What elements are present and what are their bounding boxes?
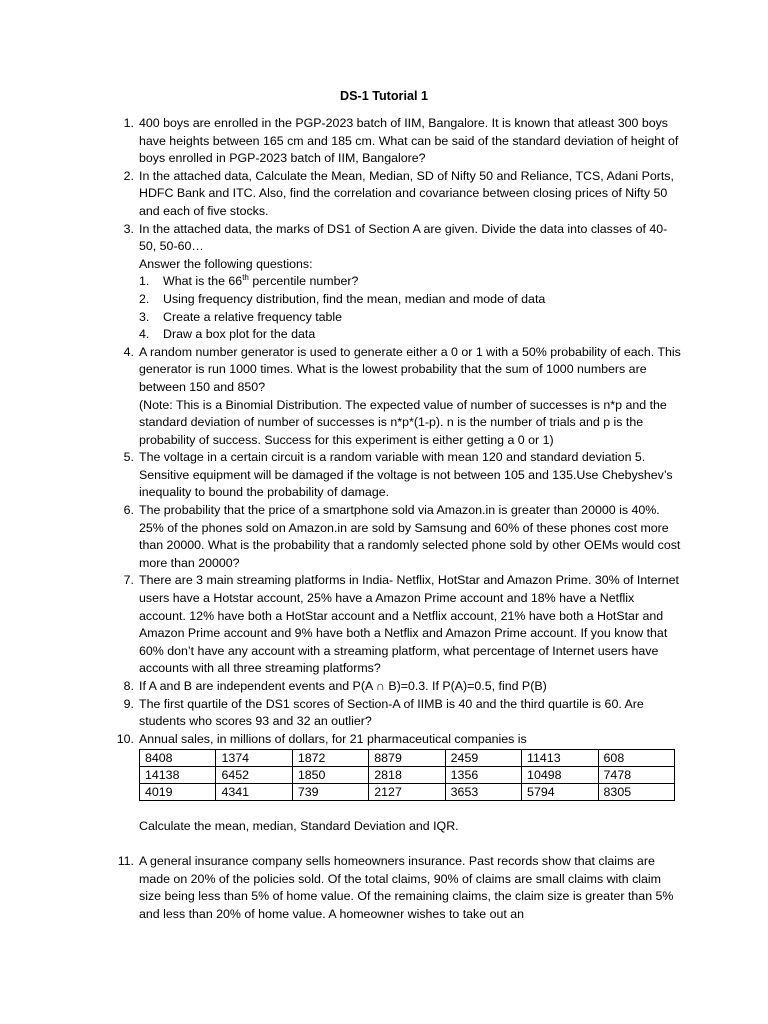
question-4 — [112, 344, 682, 450]
question-text: The voltage in a certain circuit is a random variable with mean 120 and standard deviation 5. Sensitive equipment will be damaged if the voltage is not between 105 and 135.Use Chebyshev’s inequality to bound the probability of damage. — [139, 450, 673, 500]
table-cell: 4341 — [216, 784, 292, 801]
question-number: 4. — [123, 344, 134, 359]
subquestion-text: Create a relative frequency table — [163, 309, 343, 324]
question-text: In the attached data, the marks of DS1 of Section A are given. Divide the data into classes of 40-50, 50-60… — [139, 221, 668, 254]
table-row — [140, 750, 675, 767]
question-3 — [112, 221, 682, 344]
table-row — [140, 767, 675, 784]
question-text: A random number generator is used to generate either a 0 or 1 with a 50% probability of each. This generator is run 1000 times. What is the lowest probability that the sum of 1000 numbers are between 150 and 850? — [139, 344, 681, 394]
table-cell: 1872 — [292, 750, 368, 767]
question-number: 3. — [123, 221, 134, 236]
question-2 — [112, 168, 682, 221]
subquestion-4 — [139, 326, 682, 344]
question-text: If A and B are independent events and P(A ∩ B)=0.3. If P(A)=0.5, find P(B) — [139, 679, 547, 693]
question-6 — [112, 502, 682, 572]
table-cell: 1374 — [216, 750, 292, 767]
table-cell: 739 — [292, 784, 368, 801]
question-text: A general insurance company sells homeowners insurance. Past records show that claims are made on 20% of the policies sold. Of the total claims, 90% of claims are small claims with claim size being less than 5% of home value. Of the remaining claims, the claim size is greater than 5% and less than 20% of home value. A homeowner wishes to take out an — [139, 853, 674, 921]
question-number: 10. — [116, 731, 134, 746]
question-8 — [112, 678, 682, 696]
question-number: 8. — [123, 679, 134, 693]
table-cell: 2127 — [369, 784, 445, 801]
table-cell: 1850 — [292, 767, 368, 784]
question-number: 9. — [123, 696, 134, 711]
question-text: In the attached data, Calculate the Mean, Median, SD of Nifty 50 and Reliance, TCS, Adani Ports, HDFC Bank and ITC. Also, find the correlation and covariance between closing prices of Nifty 50 and each of five stocks. — [139, 168, 674, 218]
subquestion-text: Using frequency distribution, find the mean, median and mode of data — [163, 291, 546, 306]
question-text: Annual sales, in millions of dollars, for 21 pharmaceutical companies is — [139, 731, 527, 746]
subquestion-text-end: percentile number? — [248, 274, 359, 289]
question-list — [112, 115, 682, 923]
question-5 — [112, 449, 682, 502]
question-number: 1. — [123, 116, 134, 130]
question-followup: Calculate the mean, median, Standard Deviation and IQR. — [139, 819, 459, 834]
sales-table — [139, 749, 675, 801]
subquestion-number: 1. — [139, 274, 150, 289]
question-7 — [112, 572, 682, 678]
question-text: The probability that the price of a smartphone sold via Amazon.in is greater than 20000 is 40%. 25% of the phones sold on Amazon.in are sold by Samsung and 60% of these phones cost more than 20000. What is the probability that a randomly selected phone sold by other OEMs would cost more than 20000? — [139, 503, 681, 570]
subquestion-text: Draw a box plot for the data — [163, 327, 316, 342]
table-cell: 10498 — [522, 767, 598, 784]
question-1 — [112, 115, 682, 168]
subquestion-2 — [139, 291, 682, 309]
table-cell: 5794 — [522, 784, 598, 801]
subquestion-number: 4. — [139, 327, 150, 342]
subquestion-number: 3. — [139, 309, 150, 324]
table-cell: 8305 — [598, 784, 674, 801]
document-title: DS-1 Tutorial 1 — [340, 89, 428, 103]
subquestion-number: 2. — [139, 291, 150, 306]
subquestion-text-start: What is the 66 — [163, 274, 243, 289]
question-text: 400 boys are enrolled in the PGP-2023 batch of IIM, Bangalore. It is known that atleast 300 boys have heights between 165 cm and 185 cm. What can be said of the standard deviation of height of boys enrolled in PGP-2023 batch of IIM, Bangalore? — [139, 116, 679, 166]
table-row — [140, 784, 675, 801]
table-cell: 2459 — [445, 750, 521, 767]
table-cell: 4019 — [140, 784, 216, 801]
question-text: There are 3 main streaming platforms in India- Netflix, HotStar and Amazon Prime. 30% of Internet users have a Hotstar account, 25% have a Amazon Prime account and 18% have a Netflix account. 12% have both a HotStar account and a Netflix account, 21% have both a HotStar and Amazon Prime account and 9% have both a Netflix and Amazon Prime account. If you know that 60% don’t have any account with a streaming platform, what percentage of Internet users have accounts with all three streaming platforms? — [139, 573, 679, 676]
table-cell: 2818 — [369, 767, 445, 784]
question-number: 11. — [117, 853, 134, 868]
table-cell: 6452 — [216, 767, 292, 784]
ordinal-superscript: th — [242, 273, 249, 283]
spacer — [139, 801, 682, 818]
question-9 — [112, 696, 682, 731]
question-number: 5. — [123, 450, 134, 465]
table-cell: 14138 — [140, 767, 216, 784]
table-cell: 8408 — [140, 750, 216, 767]
table-cell: 3653 — [445, 784, 521, 801]
table-cell: 8879 — [369, 750, 445, 767]
table-cell: 7478 — [598, 767, 674, 784]
subquestion-3 — [139, 309, 682, 327]
question-11 — [112, 853, 682, 923]
table-cell: 608 — [598, 750, 674, 767]
question-number: 7. — [123, 573, 134, 588]
spacer — [139, 836, 682, 853]
subquestion-1 — [139, 273, 682, 291]
question-number: 2. — [123, 168, 134, 183]
question-10 — [112, 731, 682, 853]
question-number: 6. — [123, 503, 134, 518]
table-cell: 11413 — [522, 750, 598, 767]
table-cell: 1356 — [445, 767, 521, 784]
question-note: (Note: This is a Binomial Distribution. The expected value of number of successes is n*p and the standard deviation of number of successes is n*p*(1-p). n is the number of trials and p is the probability of success. Success for this experiment is either getting a 0 or 1) — [139, 397, 667, 447]
answer-intro: Answer the following questions: — [139, 256, 313, 271]
question-text: The first quartile of the DS1 scores of Section-A of IIMB is 40 and the third quartile is 60. Are students who scores 93 and 32 an outlier? — [139, 696, 644, 729]
